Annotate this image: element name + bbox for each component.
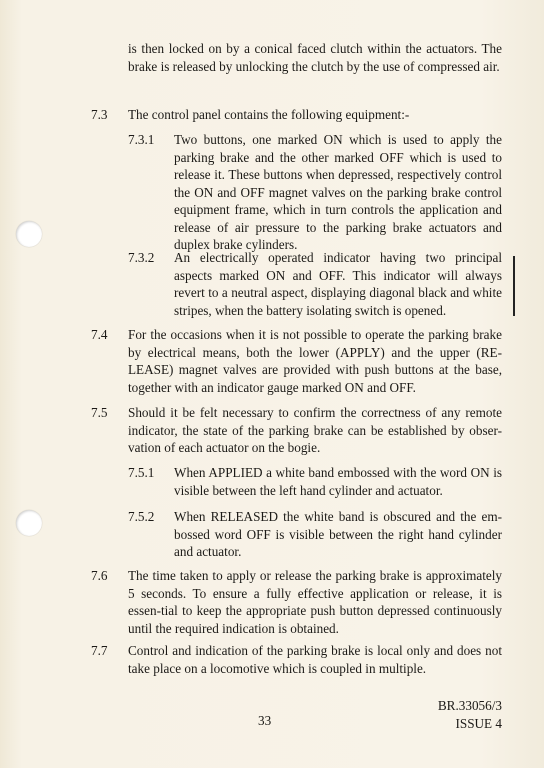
revision-change-bar [513, 256, 515, 316]
punch-hole-lower [16, 510, 42, 536]
section-number-7-7: 7.7 [91, 643, 108, 658]
intro-paragraph: is then locked on by a conical faced clutch within the actuators. The brake is released by unlocking the clutch by the use of compressed air. [128, 41, 502, 74]
section-number-7-4: 7.4 [91, 327, 108, 342]
section-number-7-5-1: 7.5.1 [128, 465, 155, 480]
document-reference: BR.33056/3 [437, 698, 502, 713]
section-number-7-5: 7.5 [91, 405, 108, 420]
section-number-7-6: 7.6 [91, 568, 108, 583]
page-number: 33 [258, 713, 272, 728]
section-text-7-3-1: Two buttons, one marked ON which is used to apply the parking brake and the other marked OFF which is used to release it. These buttons when depressed, respectively control the ON and OFF magnet valves on the parking brake control equipment frame, which in turn controls the application and release of air pressure to the parking brake actuators and duplex brake cylinders. [174, 132, 502, 252]
section-number-7-3: 7.3 [91, 107, 108, 122]
document-reference-block [438, 697, 502, 732]
section-number-7-3-1: 7.3.1 [128, 132, 155, 147]
section-text-7-3-2: An electrically operated indicator having two principal aspects marked ON and OFF. This indicator will always revert to a neutral aspect, displaying diagonal black and white stripes, when the battery isolating switch is opened. [174, 250, 502, 318]
section-text-7-5: Should it be felt necessary to confirm the correctness of any remote indicator, the state of the parking brake can be established by obser-vation of each actuator on the bogie. [128, 405, 502, 455]
section-text-7-7: Control and indication of the parking brake is local only and does not take place on a locomotive which is coupled in multiple. [128, 643, 502, 676]
section-number-7-5-2: 7.5.2 [128, 509, 155, 524]
punch-hole-upper [16, 221, 42, 247]
section-text-7-4: For the occasions when it is not possible to operate the parking brake by electrical means, both the lower (APPLY) and the upper (RE-LEASE) magnet valves are provided with push buttons at the base, together with an indicator gauge marked ON and OFF. [128, 327, 502, 395]
section-text-7-5-2: When RELEASED the white band is obscured and the em-bossed word OFF is visible between the right hand cylinder and actuator. [174, 509, 502, 559]
section-number-7-3-2: 7.3.2 [128, 250, 155, 265]
section-text-7-6: The time taken to apply or release the parking brake is approximately 5 seconds. To ensure a fully effective application or release, it is essen-tial to keep the appropriate push button depressed continuously until the required indication is obtained. [128, 568, 502, 636]
section-text-7-5-1: When APPLIED a white band embossed with the word ON is visible between the left hand cylinder and actuator. [174, 465, 502, 498]
issue-number: ISSUE 4 [455, 715, 502, 731]
section-text-7-3: The control panel contains the following equipment:- [128, 107, 410, 122]
